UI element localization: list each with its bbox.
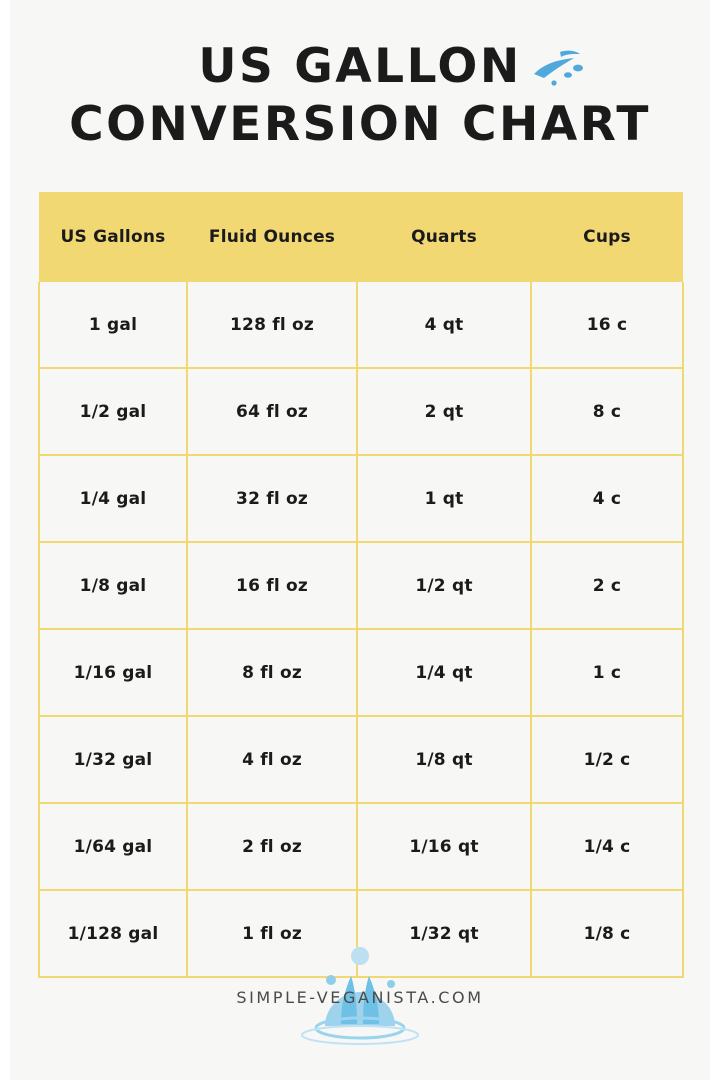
right-margin-band <box>710 0 720 1080</box>
table-row <box>39 455 683 542</box>
cell-cups: 8 c <box>531 368 683 455</box>
cell-quarts: 2 qt <box>357 368 531 455</box>
cell-fluid-ounces: 64 fl oz <box>187 368 357 455</box>
cell-gallons: 1/32 gal <box>39 716 187 803</box>
cell-quarts: 4 qt <box>357 282 531 368</box>
cell-cups: 2 c <box>531 542 683 629</box>
page-title <box>0 38 720 154</box>
title-line-1 <box>198 38 521 96</box>
cell-cups: 1 c <box>531 629 683 716</box>
cell-gallons: 1/8 gal <box>39 542 187 629</box>
cell-gallons: 1/64 gal <box>39 803 187 890</box>
cell-gallons: 1/128 gal <box>39 890 187 977</box>
water-splash-icon <box>530 44 584 84</box>
conversion-table <box>38 192 684 978</box>
column-header-cups: Cups <box>531 192 683 282</box>
table-row <box>39 282 683 368</box>
table-row <box>39 716 683 803</box>
cell-gallons: 1/2 gal <box>39 368 187 455</box>
column-header-fluid-ounces: Fluid Ounces <box>187 192 357 282</box>
table-header-row <box>39 192 683 282</box>
title-line-1-text: US GALLON <box>198 39 522 94</box>
cell-fluid-ounces: 1 fl oz <box>187 890 357 977</box>
cell-fluid-ounces: 32 fl oz <box>187 455 357 542</box>
table-row <box>39 629 683 716</box>
cell-cups: 1/4 c <box>531 803 683 890</box>
cell-fluid-ounces: 4 fl oz <box>187 716 357 803</box>
title-line-2: CONVERSION CHART <box>69 97 651 152</box>
cell-quarts: 1/32 qt <box>357 890 531 977</box>
cell-quarts: 1/16 qt <box>357 803 531 890</box>
cell-gallons: 1/4 gal <box>39 455 187 542</box>
table-row <box>39 542 683 629</box>
table-row <box>39 368 683 455</box>
cell-fluid-ounces: 8 fl oz <box>187 629 357 716</box>
cell-fluid-ounces: 16 fl oz <box>187 542 357 629</box>
table-row <box>39 803 683 890</box>
cell-fluid-ounces: 2 fl oz <box>187 803 357 890</box>
cell-gallons: 1/16 gal <box>39 629 187 716</box>
cell-quarts: 1/4 qt <box>357 629 531 716</box>
cell-cups: 16 c <box>531 282 683 368</box>
cell-quarts: 1/2 qt <box>357 542 531 629</box>
footer-site-url: SIMPLE-VEGANISTA.COM <box>236 988 484 1007</box>
left-margin-band <box>0 0 10 1080</box>
column-header-us-gallons: US Gallons <box>39 192 187 282</box>
conversion-table-container <box>38 192 682 978</box>
cell-gallons: 1 gal <box>39 282 187 368</box>
column-header-quarts: Quarts <box>357 192 531 282</box>
cell-quarts: 1 qt <box>357 455 531 542</box>
cell-fluid-ounces: 128 fl oz <box>187 282 357 368</box>
cell-quarts: 1/8 qt <box>357 716 531 803</box>
cell-cups: 4 c <box>531 455 683 542</box>
cell-cups: 1/8 c <box>531 890 683 977</box>
cell-cups: 1/2 c <box>531 716 683 803</box>
